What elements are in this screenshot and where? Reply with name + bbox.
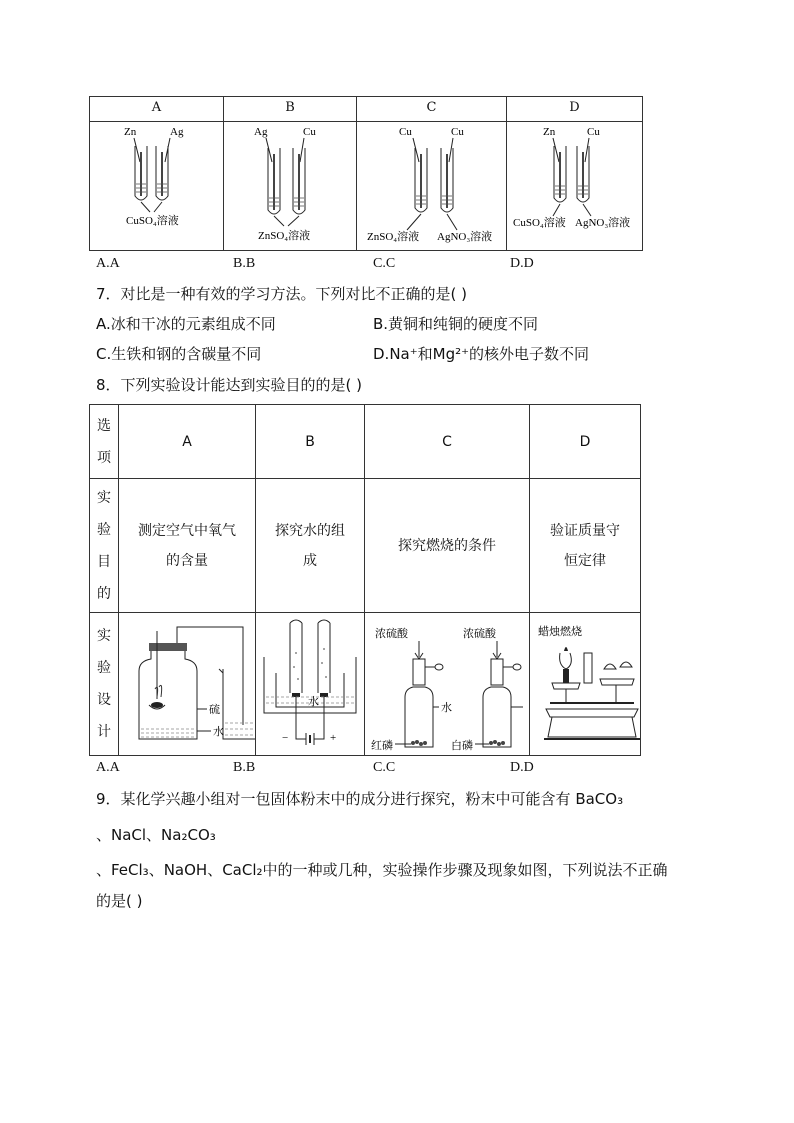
q6-a-test-tubes xyxy=(90,122,223,250)
q8-purpose-b-line2: 成 xyxy=(303,552,317,569)
q8-purpose-c-line1: 探究燃烧的条件 xyxy=(398,537,496,554)
q8-col-d: D xyxy=(530,405,641,479)
q8-d-balance-apparatus xyxy=(530,613,640,755)
q6-b-solution: ZnSO₄溶液 xyxy=(258,230,311,242)
q8-stem: 8．下列实验设计能达到实验目的的是( ) xyxy=(96,376,363,394)
q9-line2: 、NaCl、Na₂CO₃ xyxy=(96,826,216,844)
q6-c-test-tubes xyxy=(357,122,506,250)
q6-c-solution-left: ZnSO₄溶液 xyxy=(367,231,420,243)
q6-header-b: B xyxy=(224,97,357,122)
q6-option-d[interactable]: D.D xyxy=(510,256,534,271)
q6-d-solution-left: CuSO₄溶液 xyxy=(513,217,566,229)
q6-c-right-metal: Cu xyxy=(451,126,464,138)
q6-option-a[interactable]: A.A xyxy=(96,256,120,271)
q8-c-white-p-label: 白磷 xyxy=(451,740,473,752)
q6-cell-d xyxy=(507,122,643,251)
q8-a-oxygen-apparatus xyxy=(119,613,255,755)
q6-header-c: C xyxy=(357,97,507,122)
q8-purpose-a-line2: 的含量 xyxy=(166,552,208,569)
q8-c-combustion-apparatus xyxy=(365,613,529,755)
q8-col-b: B xyxy=(256,405,365,479)
q6-d-left-metal: Zn xyxy=(543,126,556,138)
q8-d-candle-label: 蜡烛燃烧 xyxy=(538,626,582,638)
q6-c-left-metal: Cu xyxy=(399,126,412,138)
q6-option-c[interactable]: C.C xyxy=(373,256,396,271)
q6-a-solution: CuSO₄溶液 xyxy=(126,215,179,227)
q6-cell-b xyxy=(224,122,357,251)
q8-row-header-option-text: 选项 xyxy=(97,417,111,466)
q8-a-sulfur-label: 硫 xyxy=(209,704,220,716)
q6-table xyxy=(89,96,643,251)
q7-stem: 7．对比是一种有效的学习方法。下列对比不正确的是( ) xyxy=(96,285,468,303)
q8-purpose-b-line1: 探究水的组 xyxy=(275,522,345,539)
q6-b-test-tubes xyxy=(224,122,356,250)
q6-cell-a xyxy=(90,122,224,251)
q9-line4: 的是( ) xyxy=(96,892,143,910)
q8-design-c xyxy=(365,613,530,756)
q9-line3: 、FeCl₃、NaOH、CaCl₂中的一种或几种，实验操作步骤及现象如图，下列说法不正确 xyxy=(96,861,668,879)
q8-purpose-a-line1: 测定空气中氧气 xyxy=(138,522,236,539)
q6-header-a: A xyxy=(90,97,224,122)
q8-design-a xyxy=(119,613,256,756)
q8-row-header-purpose xyxy=(90,479,119,613)
q6-b-left-metal: Ag xyxy=(254,126,268,138)
q6-b-right-metal: Cu xyxy=(303,126,316,138)
q8-row-header-design xyxy=(90,613,119,756)
q8-purpose-d xyxy=(530,479,641,613)
q6-header-d: D xyxy=(507,97,643,122)
q8-b-minus-label: − xyxy=(282,732,289,744)
q6-option-b[interactable]: B.B xyxy=(233,256,256,271)
q8-c-acid2-label: 浓硫酸 xyxy=(463,628,496,640)
q8-design-d xyxy=(530,613,641,756)
q8-option-a[interactable]: A.A xyxy=(96,760,120,775)
q7-option-d[interactable]: D.Na⁺和Mg²⁺的核外电子数不同 xyxy=(373,345,590,363)
q8-row-header-purpose-text: 实验目的 xyxy=(97,489,111,602)
q8-purpose-d-line1: 验证质量守 xyxy=(550,522,620,539)
q6-a-left-metal: Zn xyxy=(124,126,137,138)
q8-row-header-option xyxy=(90,405,119,479)
q8-col-c: C xyxy=(365,405,530,479)
q8-c-water-label: 水 xyxy=(441,702,452,714)
q8-c-acid1-label: 浓硫酸 xyxy=(375,628,408,640)
q8-b-water-label: 水 xyxy=(308,696,319,708)
q8-col-a: A xyxy=(119,405,256,479)
q8-a-water-label: 水 xyxy=(213,726,224,738)
q6-c-solution-right: AgNO₃溶液 xyxy=(437,231,493,243)
q8-purpose-a xyxy=(119,479,256,613)
q6-d-right-metal: Cu xyxy=(587,126,600,138)
q8-option-c[interactable]: C.C xyxy=(373,760,396,775)
q6-cell-c xyxy=(357,122,507,251)
q8-purpose-c xyxy=(365,479,530,613)
q8-b-plus-label: + xyxy=(330,732,337,744)
q8-b-electrolysis-apparatus xyxy=(256,613,364,755)
q8-row-header-design-text: 实验设计 xyxy=(97,628,111,740)
q8-design-b xyxy=(256,613,365,756)
q8-table xyxy=(89,404,641,756)
q6-d-test-tubes xyxy=(507,122,642,250)
q7-option-c[interactable]: C.生铁和钢的含碳量不同 xyxy=(96,345,262,363)
q8-c-red-p-label: 红磷 xyxy=(371,740,393,752)
q8-purpose-d-line2: 恒定律 xyxy=(564,552,606,569)
q7-option-b[interactable]: B.黄铜和纯铜的硬度不同 xyxy=(373,315,539,333)
q6-d-solution-right: AgNO₃溶液 xyxy=(575,217,631,229)
q8-option-b[interactable]: B.B xyxy=(233,760,256,775)
q8-option-d[interactable]: D.D xyxy=(510,760,534,775)
q8-purpose-b xyxy=(256,479,365,613)
q7-option-a[interactable]: A.冰和干冰的元素组成不同 xyxy=(96,315,276,333)
q9-line1: 9．某化学兴趣小组对一包固体粉末中的成分进行探究，粉末中可能含有 BaCO₃ xyxy=(96,790,624,808)
q6-a-right-metal: Ag xyxy=(170,126,184,138)
